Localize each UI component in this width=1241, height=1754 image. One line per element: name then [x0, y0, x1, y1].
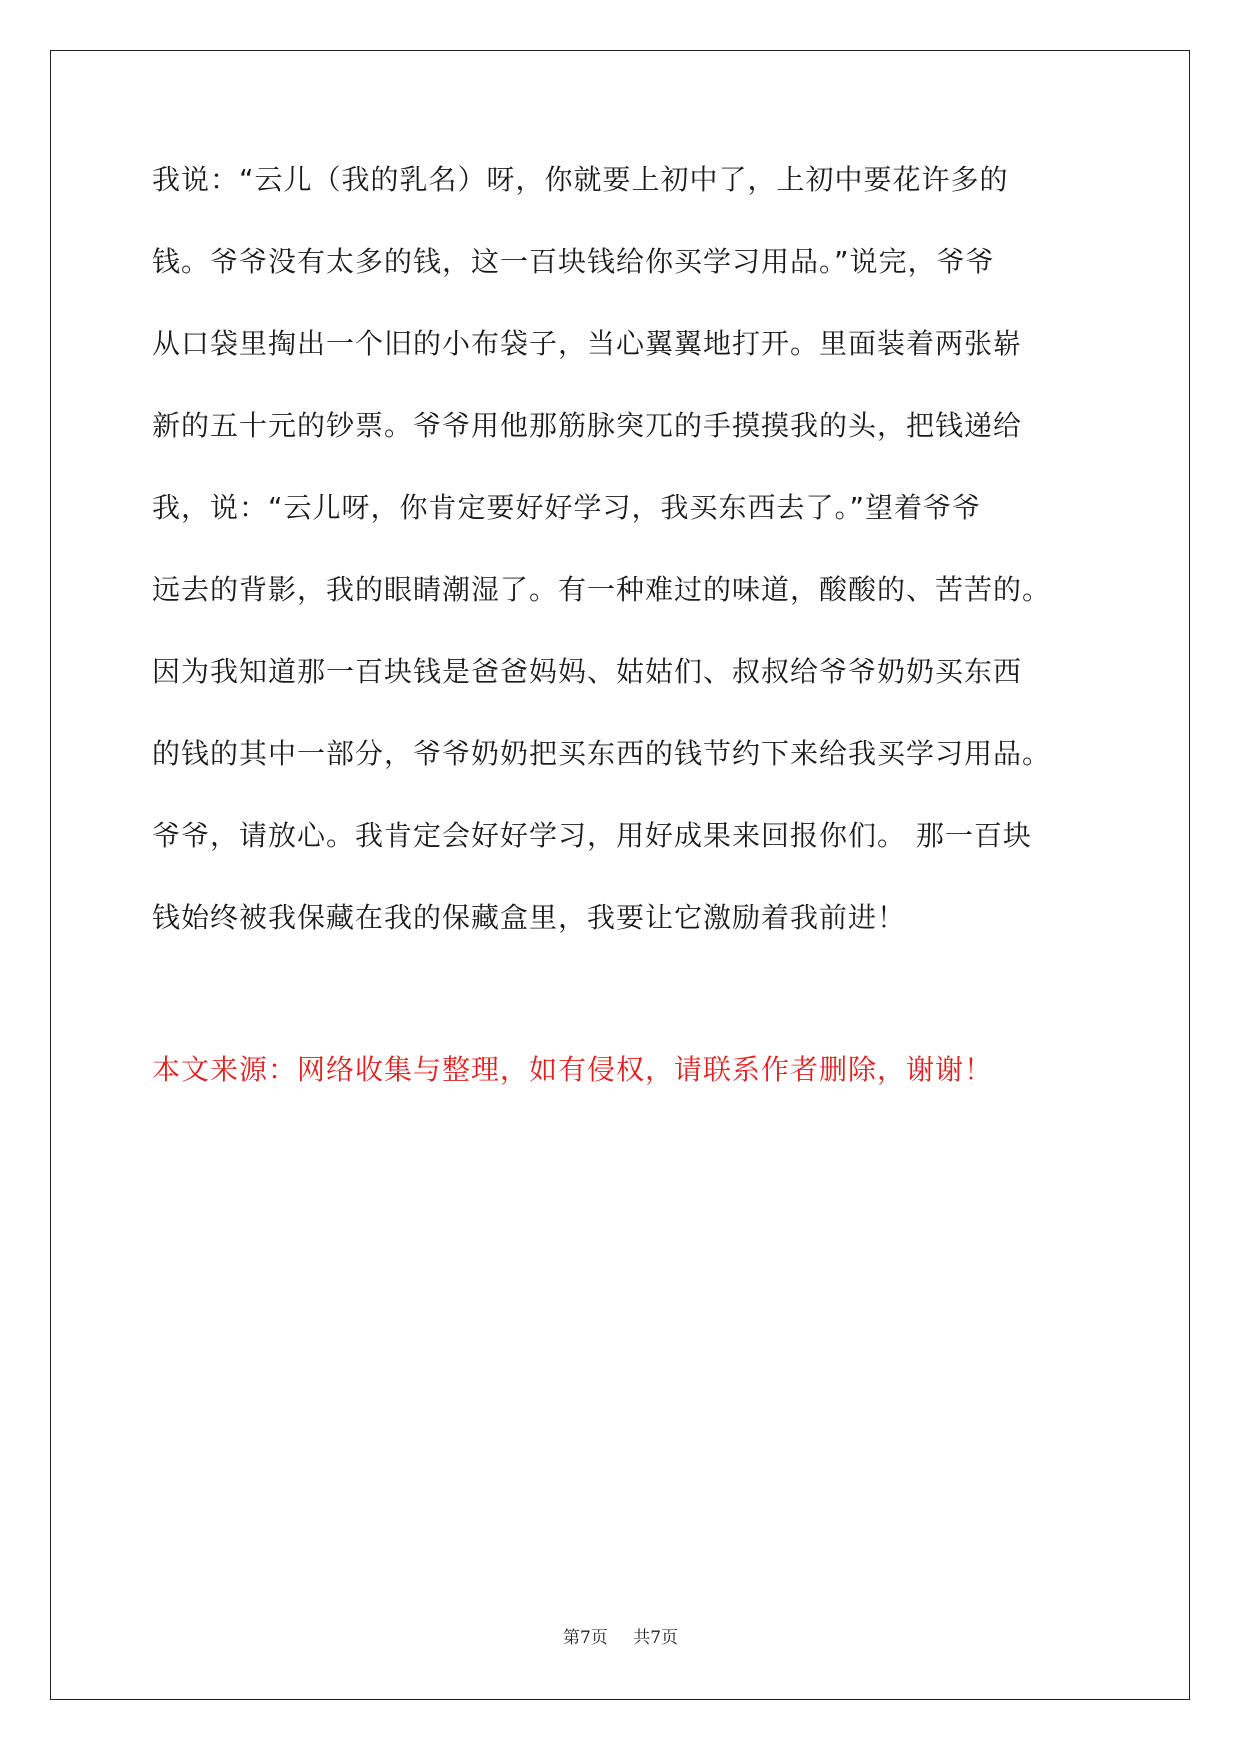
- paragraph-line: 从口袋里掏出一个旧的小布袋子，当心翼翼地打开。里面装着两张崭: [152, 327, 1023, 360]
- paragraph-line: 我，说：“云儿呀，你肯定要好好学习，我买东西去了。”望着爷爷: [152, 491, 982, 524]
- page-number-current: 第7页: [562, 1628, 608, 1648]
- paragraph-line: 的钱的其中一部分，爷爷奶奶把买东西的钱节约下来给我买学习用品。: [152, 737, 1052, 770]
- paragraph-line: 钱。爷爷没有太多的钱，这一百块钱给你买学习用品。”说完，爷爷: [152, 245, 995, 278]
- page-number-total: 共7页: [633, 1628, 679, 1648]
- paragraph-line: 远去的背影，我的眼睛潮湿了。有一种难过的味道，酸酸的、苦苦的。: [152, 573, 1052, 606]
- paragraph-line: 爷爷，请放心。我肯定会好好学习，用好成果来回报你们。 那一百块: [152, 819, 1032, 852]
- paragraph-line: 我说：“云儿（我的乳名）呀，你就要上初中了，上初中要花许多的: [152, 163, 1009, 196]
- body-paragraph: [152, 160, 1092, 980]
- page-footer: [0, 1623, 1241, 1648]
- paragraph-line: 新的五十元的钞票。爷爷用他那筋脉突兀的手摸摸我的头，把钱递给: [152, 409, 1023, 442]
- paragraph-line: 钱始终被我保藏在我的保藏盒里，我要让它激励着我前进！: [152, 901, 907, 934]
- source-disclaimer: 本文来源：网络收集与整理，如有侵权，请联系作者删除，谢谢！: [152, 1053, 994, 1086]
- paragraph-line: 因为我知道那一百块钱是爸爸妈妈、姑姑们、叔叔给爷爷奶奶买东西: [152, 655, 1023, 688]
